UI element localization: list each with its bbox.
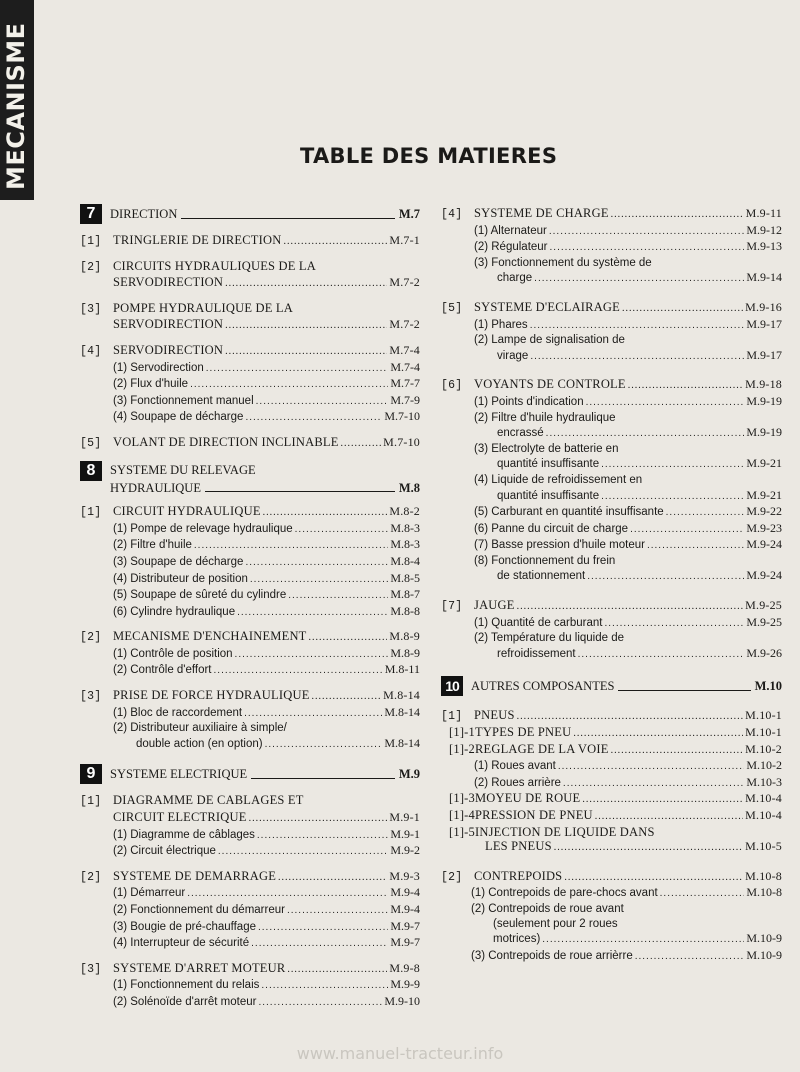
entry-title: VOYANTS DE CONTROLE: [474, 377, 626, 392]
entry-title-cont: CIRCUIT ELECTRIQUE: [113, 810, 247, 825]
entry-number: [4]: [441, 208, 463, 221]
subitem-page: M.7-10: [384, 409, 420, 424]
subitem-page: M.8-9: [390, 645, 420, 660]
subitem-title: (1) Quantité de carburant: [474, 616, 603, 629]
toc-subitem[interactable]: [441, 239, 782, 256]
subitem-title: (1) Servodirection: [113, 361, 204, 374]
subitem-page: M.8-14: [384, 704, 420, 719]
toc-subitem[interactable]: [441, 615, 782, 632]
section-7-header[interactable]: [80, 204, 420, 224]
subitem-title: (1) Démarreur: [113, 887, 186, 900]
toc-subitem[interactable]: [80, 885, 420, 902]
section-badge: 10: [441, 676, 463, 696]
subitem-page: M.9-4: [390, 902, 420, 916]
entry-title: CIRCUITS HYDRAULIQUES DE LA: [113, 258, 316, 273]
entry-title: SERVODIRECTION: [113, 342, 224, 357]
toc-entry-9-5[interactable]: [441, 300, 782, 364]
subitem-title: (4) Distributeur de position: [113, 572, 248, 585]
toc-subitem[interactable]: [80, 705, 420, 722]
subitem-page: M.9-22: [746, 504, 782, 519]
toc-left-column: [80, 204, 420, 1011]
entry-number: [7]: [441, 600, 463, 614]
toc-subitem[interactable]: [80, 827, 420, 844]
section-badge: 8: [80, 461, 102, 481]
section-9-header[interactable]: [80, 764, 420, 784]
rule-line: [205, 483, 395, 492]
subitem-title: (2) Circuit électrique: [113, 845, 216, 858]
subitem-title: (8) Fonctionnement du frein: [474, 554, 616, 567]
subitem-page: M.10-8: [746, 885, 782, 900]
toc-subitem[interactable]: [441, 256, 782, 271]
entry-number: [3]: [80, 962, 102, 976]
subitem-page: M.10-9: [746, 931, 782, 946]
toc-subitem-cont[interactable]: [441, 348, 782, 365]
subentry-title: [1]-2REGLAGE DE LA VOIE: [449, 741, 609, 756]
entry-page: M.10-8: [745, 868, 782, 883]
subitem-page: M.8-3: [390, 520, 420, 535]
toc-subitem-cont[interactable]: [441, 568, 782, 585]
subitem-title-cont: encrassé: [497, 427, 544, 440]
subitem-title: (2) Filtre d'huile: [113, 539, 192, 552]
toc-subitem[interactable]: [441, 521, 782, 538]
toc-subentry[interactable]: [441, 808, 782, 825]
subentry-page: M.10-5: [745, 839, 782, 854]
subitem-page: M.9-13: [746, 239, 782, 254]
subitem-title: (4) Soupape de décharge: [113, 411, 244, 424]
subitem-title: (1) Alternateur: [474, 224, 547, 237]
entry-page: M.9-25: [745, 598, 782, 613]
subitem-page: M.7-7: [390, 376, 420, 391]
subitem-page: M.9-2: [390, 843, 420, 858]
subitem-title: (1) Points d'indication: [474, 395, 584, 408]
subentry-page: M.10-1: [745, 725, 782, 740]
entry-number: [2]: [80, 260, 102, 274]
subitem-title: (1) Pompe de relevage hydraulique: [113, 522, 293, 535]
toc-subitem-cont[interactable]: [441, 488, 782, 505]
toc-subitem[interactable]: [441, 775, 782, 792]
toc-subitem[interactable]: [80, 721, 420, 736]
toc-subitem[interactable]: [441, 631, 782, 646]
subitem-title: (2) Filtre d'huile hydraulique: [474, 411, 616, 424]
toc-subitem[interactable]: [80, 646, 420, 663]
side-tab-label: MECANISME: [2, 22, 30, 190]
section-10-header[interactable]: [441, 676, 782, 696]
toc-subitem[interactable]: [80, 587, 420, 604]
toc-subitem[interactable]: [80, 360, 420, 377]
subitem-page: M.9-21: [746, 487, 782, 502]
subitem-title: (3) Bougie de pré-chauffage: [113, 920, 256, 933]
toc-subitem[interactable]: [80, 662, 420, 679]
entry-page: M.9-1: [389, 810, 420, 825]
subitem-page: M.9-7: [390, 918, 420, 933]
subitem-title: (2) Température du liquide de: [474, 632, 625, 645]
subentry-page: M.10-2: [745, 741, 782, 756]
section-title-cont: HYDRAULIQUE: [110, 480, 201, 495]
section-page: M.7: [398, 206, 420, 221]
subitem-title: (1) Diagramme de câblages: [113, 828, 255, 841]
toc-subitem[interactable]: [441, 317, 782, 334]
entry-number: [1]: [441, 710, 463, 724]
toc-entry-9-6[interactable]: [441, 377, 782, 585]
toc-subitem[interactable]: [441, 442, 782, 457]
subitem-page: M.10-2: [746, 758, 782, 773]
toc-subitem-cont[interactable]: [80, 736, 420, 753]
toc-subitem-cont[interactable]: [441, 456, 782, 473]
entry-number: [3]: [80, 690, 102, 704]
entry-page: M.9-16: [745, 299, 782, 314]
section-badge: 9: [80, 764, 102, 784]
toc-subitem[interactable]: [80, 994, 420, 1011]
toc-subentry[interactable]: [441, 725, 782, 742]
subitem-title-cont: motrices): [493, 933, 541, 946]
toc-subitem[interactable]: [80, 521, 420, 538]
subitem-title: (2) Fonctionnement du démarreur: [113, 904, 285, 916]
subitem-page: M.9-24: [746, 537, 782, 552]
subitem-page: M.7-9: [390, 392, 420, 407]
subitem-page: M.9-23: [746, 520, 782, 535]
subitem-title-cont: virage: [497, 349, 529, 362]
toc-subitem[interactable]: [80, 537, 420, 554]
section-badge: 7: [80, 204, 102, 224]
toc-entry-8-2[interactable]: [80, 629, 420, 679]
toc-subitem[interactable]: [80, 393, 420, 410]
entry-page: M.7-2: [389, 275, 420, 290]
entry-number: [2]: [80, 631, 102, 645]
toc-subitem[interactable]: [80, 554, 420, 571]
subitem-page: M.9-12: [746, 222, 782, 237]
subentry-title: [1]-4PRESSION DE PNEU: [449, 808, 593, 822]
subitem-title: (3) Fonctionnement du système de: [474, 256, 652, 269]
subitem-title: (1) Roues avant: [474, 760, 556, 773]
toc-subitem[interactable]: [441, 394, 782, 411]
subitem-title: (1) Phares: [474, 318, 528, 331]
toc-right-column: [441, 204, 782, 964]
entry-page: M.8-2: [389, 504, 420, 519]
subentry-title-cont: LES PNEUS: [485, 839, 552, 854]
entry-title: JAUGE: [474, 598, 515, 613]
toc-subitem[interactable]: [80, 919, 420, 936]
section-title: AUTRES COMPOSANTES: [471, 679, 615, 694]
entry-page: M.7-10: [383, 434, 420, 449]
entry-page: M.9-3: [389, 868, 420, 883]
subitem-title: (4) Interrupteur de sécurité: [113, 937, 250, 950]
entry-number: [3]: [80, 302, 102, 316]
subitem-title-cont: refroidissement: [497, 647, 576, 660]
toc-subitem[interactable]: [441, 948, 782, 965]
subitem-page: M.9-17: [746, 316, 782, 331]
entry-page: M.10-1: [745, 708, 782, 723]
entry-page: M.9-11: [745, 206, 782, 220]
toc-subitem[interactable]: [441, 554, 782, 569]
toc-subitem[interactable]: [441, 758, 782, 775]
side-tab: [0, 0, 34, 200]
entry-page: M.7-2: [389, 317, 420, 332]
section-8-header[interactable]: [80, 461, 420, 496]
toc-subitem-cont[interactable]: [441, 917, 782, 932]
subitem-page: M.8-7: [390, 587, 420, 602]
subitem-page: M.9-25: [746, 614, 782, 629]
toc-subitem[interactable]: [80, 376, 420, 393]
subitem-page: M.9-26: [746, 645, 782, 660]
entry-title: DIAGRAMME DE CABLAGES ET: [113, 793, 304, 808]
subitem-title-cont: de stationnement: [497, 570, 586, 583]
subitem-page: M.8-4: [390, 553, 420, 568]
subitem-title: (3) Electrolyte de batterie en: [474, 442, 619, 455]
subitem-title: (3) Contrepoids de roue arrièrre: [471, 949, 633, 962]
toc-entry-7-3[interactable]: [80, 301, 420, 334]
subitem-title: (7) Basse pression d'huile moteur: [474, 539, 645, 552]
subitem-page: M.9-1: [390, 826, 420, 841]
entry-number: [1]: [80, 795, 102, 809]
entry-number: [5]: [441, 301, 463, 315]
toc-entry-9-3[interactable]: [80, 961, 420, 1011]
entry-title: VOLANT DE DIRECTION INCLINABLE: [113, 434, 339, 449]
entry-title: MECANISME D'ENCHAINEMENT: [113, 629, 307, 644]
subitem-title: (5) Soupape de sûreté du cylindre: [113, 589, 287, 602]
subitem-page: M.8-5: [390, 570, 420, 585]
subitem-title: (1) Bloc de raccordement: [113, 706, 243, 719]
page-title: TABLE DES MATIERES: [300, 144, 558, 168]
toc-subitem-cont[interactable]: [441, 931, 782, 948]
subitem-title: (2) Distributeur auxiliaire à simple/: [113, 722, 287, 735]
toc-subitem-cont[interactable]: [441, 425, 782, 442]
toc-subentry[interactable]: [441, 791, 782, 808]
subitem-title-cont: double action (en option): [136, 737, 263, 750]
subitem-title: (3) Soupape de décharge: [113, 555, 244, 568]
subitem-title: (2) Solénoïde d'arrêt moteur: [113, 995, 257, 1008]
toc-subitem[interactable]: [80, 409, 420, 426]
subitem-title: (2) Contrepoids de roue avant: [471, 902, 624, 915]
subitem-page: M.9-10: [384, 993, 420, 1008]
subitem-title: (4) Liquide de refroidissement en: [474, 473, 643, 486]
entry-title: TRINGLERIE DE DIRECTION: [113, 233, 282, 247]
toc-subitem[interactable]: [80, 604, 420, 621]
toc-subitem[interactable]: [441, 411, 782, 426]
toc-subentry-cont[interactable]: [441, 839, 782, 856]
rule-line: [618, 682, 750, 691]
subitem-page: M.9-9: [390, 977, 420, 992]
subitem-page: M.9-17: [746, 347, 782, 362]
toc-subitem-cont[interactable]: [441, 270, 782, 287]
toc-entry-9-2[interactable]: [80, 869, 420, 952]
toc-entry-9-1[interactable]: [80, 793, 420, 859]
entry-title: SYSTEME D'ECLAIRAGE: [474, 299, 620, 314]
toc-entry-8-3[interactable]: [80, 688, 420, 752]
toc-entry-8-1[interactable]: [80, 504, 420, 620]
subitem-page: M.8-14: [384, 735, 420, 750]
subentry-page: M.10-4: [745, 808, 782, 822]
subitem-title-cont: quantité insuffisante: [497, 458, 600, 471]
toc-subitem[interactable]: [80, 977, 420, 994]
subentry-title: [1]-5INJECTION DE LIQUIDE DANS: [449, 824, 655, 839]
subitem-title: (6) Panne du circuit de charge: [474, 522, 629, 535]
entry-title: PRISE DE FORCE HYDRAULIQUE: [113, 688, 310, 703]
rule-line: [181, 210, 394, 219]
entry-number: [2]: [80, 870, 102, 884]
subitem-title-cont: (seulement pour 2 roues: [493, 917, 618, 930]
entry-number: [1]: [80, 506, 102, 520]
subitem-title: (2) Lampe de signalisation de: [474, 334, 625, 347]
rule-line: [251, 770, 395, 779]
subitem-title: (1) Contrôle de position: [113, 647, 233, 660]
subitem-title: (1) Fonctionnement du relais: [113, 979, 260, 992]
subitem-title: (2) Flux d'huile: [113, 378, 189, 391]
toc-subitem[interactable]: [441, 902, 782, 917]
entry-title: PNEUS: [474, 708, 515, 723]
entry-number: [5]: [80, 436, 102, 450]
entry-number: [2]: [441, 870, 463, 884]
toc-entry-10-1[interactable]: [441, 708, 782, 855]
toc-subitem[interactable]: [441, 473, 782, 488]
subitem-page: M.9-7: [390, 935, 420, 950]
toc-subitem[interactable]: [80, 571, 420, 588]
subentry-page: M.10-4: [745, 791, 782, 806]
toc-entry-7-1[interactable]: [80, 233, 420, 250]
toc-entry-7-5[interactable]: [80, 435, 420, 452]
subitem-title: (1) Contrepoids de pare-chocs avant: [471, 887, 658, 900]
subitem-page: M.8-11: [384, 662, 420, 677]
section-title: DIRECTION: [110, 206, 178, 221]
subitem-page: M.9-24: [746, 568, 782, 583]
subitem-title: (5) Carburant en quantité insuffisante: [474, 506, 664, 519]
entry-page: M.7-1: [389, 233, 420, 247]
subitem-title: (2) Roues arrière: [474, 776, 561, 789]
subentry-title: [1]-1TYPES DE PNEU: [449, 725, 572, 740]
entry-title: POMPE HYDRAULIQUE DE LA: [113, 300, 293, 315]
section-page: M.8: [398, 480, 420, 495]
subitem-page: M.8-8: [390, 603, 420, 618]
section-page: M.9: [398, 767, 420, 782]
entry-title-cont: SERVODIRECTION: [113, 317, 224, 332]
entry-page: M.9-8: [389, 960, 420, 975]
watermark: www.manuel-tracteur.info: [296, 1044, 504, 1063]
subitem-page: M.9-19: [746, 393, 782, 408]
toc-entry-7-2[interactable]: [80, 259, 420, 292]
toc-subitem[interactable]: [80, 935, 420, 952]
entry-number: [6]: [441, 379, 463, 393]
entry-title: CONTREPOIDS: [474, 868, 563, 883]
toc-entry-10-2[interactable]: [441, 869, 782, 965]
subitem-title-cont: quantité insuffisante: [497, 489, 600, 502]
toc-subitem[interactable]: [441, 333, 782, 348]
toc-subitem[interactable]: [441, 504, 782, 521]
toc-subitem-cont[interactable]: [441, 646, 782, 663]
toc-entry-9-4[interactable]: [441, 206, 782, 287]
section-title: SYSTEME ELECTRIQUE: [110, 767, 248, 782]
subitem-page: M.10-9: [746, 947, 782, 962]
entry-page: M.8-14: [383, 688, 420, 703]
toc-subentry[interactable]: [441, 742, 782, 759]
toc-subitem[interactable]: [80, 843, 420, 860]
subitem-title: (2) Régulateur: [474, 241, 548, 254]
subitem-page: M.9-4: [390, 885, 420, 900]
subitem-page: M.7-4: [390, 359, 420, 374]
entry-number: [1]: [80, 235, 102, 248]
entry-page: M.9-18: [745, 377, 782, 392]
toc-subentry[interactable]: [441, 825, 782, 840]
subitem-title: (2) Contrôle d'effort: [113, 664, 212, 677]
entry-title: CIRCUIT HYDRAULIQUE: [113, 504, 261, 519]
subitem-title-cont: charge: [497, 272, 533, 285]
toc-subitem[interactable]: [80, 902, 420, 919]
subitem-page: M.8-3: [390, 537, 420, 552]
entry-page: M.8-9: [389, 629, 420, 644]
entry-title: SYSTEME DE DEMARRAGE: [113, 868, 277, 883]
toc-entry-7-4[interactable]: [80, 343, 420, 426]
entry-title: SYSTEME DE CHARGE: [474, 206, 609, 220]
entry-title-cont: SERVODIRECTION: [113, 275, 224, 290]
entry-page: M.7-4: [389, 342, 420, 357]
entry-title: SYSTEME D'ARRET MOTEUR: [113, 960, 286, 975]
toc-subitem[interactable]: [441, 223, 782, 240]
toc-subitem[interactable]: [441, 537, 782, 554]
subentry-title: [1]-3MOYEU DE ROUE: [449, 791, 581, 806]
entry-number: [4]: [80, 344, 102, 358]
subitem-page: M.9-19: [746, 425, 782, 440]
toc-entry-9-7[interactable]: [441, 598, 782, 662]
subitem-page: M.9-21: [746, 456, 782, 471]
subitem-page: M.10-3: [746, 774, 782, 789]
section-title: SYSTEME DU RELEVAGE: [110, 463, 256, 478]
section-page: M.10: [754, 679, 782, 694]
subitem-title: (6) Cylindre hydraulique: [113, 605, 236, 618]
subitem-title: (3) Fonctionnement manuel: [113, 394, 254, 407]
toc-subitem[interactable]: [441, 885, 782, 902]
subitem-page: M.9-14: [746, 270, 782, 285]
